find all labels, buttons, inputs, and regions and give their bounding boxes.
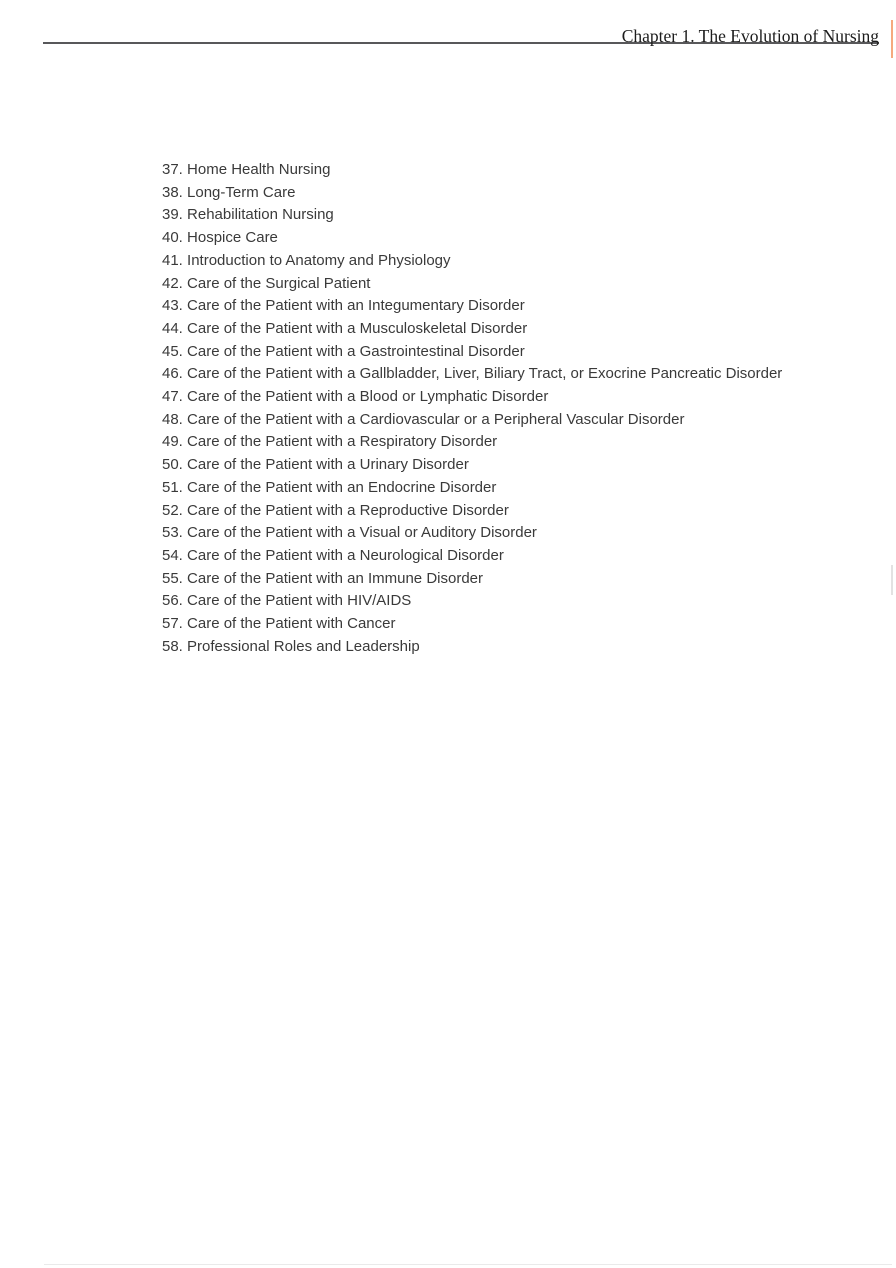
scrollbar-highlight-marker[interactable] xyxy=(891,20,893,58)
chapter-number: 53. xyxy=(162,524,183,542)
chapter-number: 47. xyxy=(162,388,183,406)
chapter-title-text: Home Health Nursing xyxy=(187,161,331,178)
chapter-list-item xyxy=(162,613,782,636)
chapter-title-text: Care of the Patient with a Cardiovascular or a Peripheral Vascular Disorder xyxy=(187,410,685,428)
chapter-title-text: Care of the Patient with a Gallbladder, Liver, Biliary Tract, or Exocrine Pancreatic Disorder xyxy=(187,365,783,383)
running-head-chapter-title: Chapter 1. The Evolution of Nursing xyxy=(621,26,879,46)
chapter-title-text: Care of the Patient with HIV/AIDS xyxy=(187,592,412,610)
chapter-list-item xyxy=(162,545,782,568)
page-bottom-divider xyxy=(44,1264,892,1265)
chapter-list-item xyxy=(162,477,782,500)
chapter-title-text: Care of the Patient with an Integumentary Disorder xyxy=(187,297,525,315)
chapter-title-text: Care of the Patient with a Gastrointestinal Disorder xyxy=(187,342,525,360)
chapter-number: 43. xyxy=(162,297,183,315)
chapter-list-item xyxy=(162,363,782,386)
chapter-title-text: Care of the Patient with a Visual or Auditory Disorder xyxy=(187,524,537,542)
chapter-number: 49. xyxy=(162,433,183,451)
chapter-title-text: Care of the Patient with a Musculoskeletal Disorder xyxy=(187,319,528,337)
chapter-list-item xyxy=(162,295,782,318)
chapter-list-item xyxy=(162,522,782,545)
chapter-number: 52. xyxy=(162,501,183,519)
page-header xyxy=(43,0,879,44)
chapter-list-item xyxy=(162,636,782,659)
chapter-number: 45. xyxy=(162,342,183,360)
chapter-title-text: Long-Term Care xyxy=(187,183,296,201)
chapter-list-item xyxy=(162,568,782,591)
chapter-title-text: Care of the Patient with a Blood or Lymphatic Disorder xyxy=(187,388,549,406)
chapter-title-text: Introduction to Anatomy and Physiology xyxy=(187,251,451,269)
chapter-title-text: Care of the Patient with a Urinary Disorder xyxy=(187,456,469,474)
chapter-list-item xyxy=(162,182,782,205)
chapter-list-item xyxy=(162,204,782,227)
chapter-number: 38. xyxy=(162,183,183,201)
chapter-list-item xyxy=(162,341,782,364)
scrollbar-thumb[interactable] xyxy=(891,565,893,595)
chapter-title-text: Rehabilitation Nursing xyxy=(187,206,334,224)
chapter-number: 50. xyxy=(162,456,183,474)
chapter-number: 46. xyxy=(162,365,183,383)
chapter-list-item xyxy=(162,454,782,477)
chapter-title-text: Professional Roles and Leadership xyxy=(187,637,420,655)
chapter-title-text: Care of the Surgical Patient xyxy=(187,274,371,292)
chapter-list xyxy=(162,159,782,658)
chapter-list-item xyxy=(162,318,782,341)
chapter-title-text: Care of the Patient with a Neurological Disorder xyxy=(187,546,504,564)
chapter-list-item xyxy=(162,159,782,182)
chapter-title-text: Care of the Patient with an Endocrine Disorder xyxy=(187,478,497,496)
chapter-list-item xyxy=(162,273,782,296)
chapter-number: 55. xyxy=(162,569,183,587)
chapter-title-text: Care of the Patient with a Respiratory Disorder xyxy=(187,433,498,451)
chapter-number: 44. xyxy=(162,319,183,337)
chapter-list-item xyxy=(162,409,782,432)
chapter-title-text: Care of the Patient with a Reproductive Disorder xyxy=(187,501,509,519)
chapter-list-item xyxy=(162,500,782,523)
chapter-number: 51. xyxy=(162,478,183,496)
chapter-number: 39. xyxy=(162,206,183,224)
chapter-list-item xyxy=(162,590,782,613)
chapter-title-text: Care of the Patient with Cancer xyxy=(187,615,396,633)
chapter-list-item xyxy=(162,386,782,409)
chapter-title-text: Hospice Care xyxy=(187,229,278,247)
chapter-title-text: Care of the Patient with an Immune Disorder xyxy=(187,569,484,587)
chapter-number: 42. xyxy=(162,274,183,292)
chapter-number: 37. xyxy=(162,161,183,178)
chapter-list-item xyxy=(162,431,782,454)
chapter-list-item xyxy=(162,250,782,273)
chapter-number: 48. xyxy=(162,410,183,428)
chapter-number: 56. xyxy=(162,592,183,610)
chapter-number: 58. xyxy=(162,637,183,655)
chapter-number: 57. xyxy=(162,615,183,633)
chapter-list-item xyxy=(162,227,782,250)
chapter-number: 40. xyxy=(162,229,183,247)
chapter-number: 54. xyxy=(162,546,183,564)
chapter-number: 41. xyxy=(162,251,183,269)
